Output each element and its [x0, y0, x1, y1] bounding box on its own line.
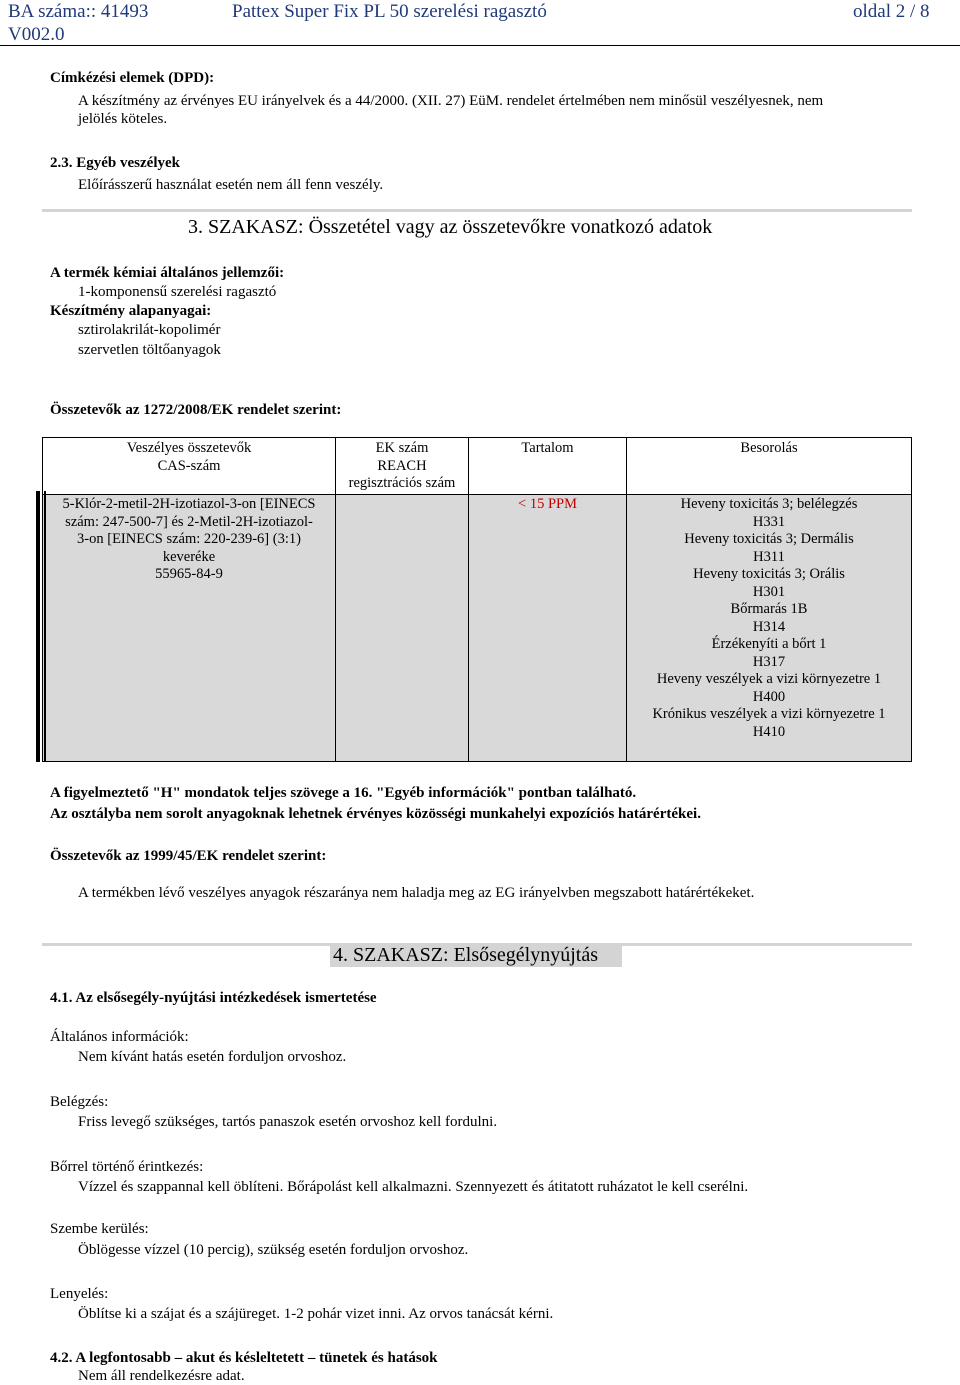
- chem-text: 1-komponensű szerelési ragasztó: [78, 284, 277, 300]
- labelling-line2: jelölés köteles.: [78, 111, 168, 127]
- version: V002.0: [8, 24, 65, 45]
- page-number: oldal 2 / 8: [853, 1, 930, 22]
- content-cell: < 15 PPM: [469, 495, 627, 762]
- eye-contact-label: Szembe kerülés:: [50, 1221, 149, 1237]
- base-item: szervetlen töltőanyagok: [78, 342, 221, 358]
- section4-title: 4. SZAKASZ: Elsősegélynyújtás: [333, 944, 598, 966]
- revision-bar: [36, 491, 40, 762]
- first-aid-subheading: 4.1. Az elsősegély-nyújtási intézkedések ismertetése: [50, 990, 377, 1006]
- chem-heading: A termék kémiai általános jellemzői:: [50, 265, 285, 281]
- exposure-note: Az osztályba nem sorolt anyagoknak lehetnek érvényes közösségi munkahelyi expozíciós határértékei.: [50, 806, 701, 822]
- inhalation-label: Belégzés:: [50, 1094, 109, 1110]
- product-name: Pattex Super Fix PL 50 szerelési ragasztó: [232, 1, 547, 22]
- other-hazards-text: Előírásszerű használat esetén nem áll fenn veszély.: [78, 177, 384, 193]
- skin-contact-label: Bőrrel történő érintkezés:: [50, 1159, 204, 1175]
- ingestion-text: Öblítse ki a szájat és a szájüreget. 1-2 pohár vizet inni. Az orvos tanácsát kérni.: [78, 1306, 554, 1322]
- directive-text: A termékben lévő veszélyes anyagok részaránya nem haladja meg az EG irányelvben megszabott határértékeket.: [78, 885, 755, 901]
- other-hazards-heading: 2.3. Egyéb veszélyek: [50, 155, 180, 171]
- header-components: Veszélyes összetevők CAS-szám: [43, 438, 336, 495]
- section3-title: 3. SZAKASZ: Összetétel vagy az összetevőkre vonatkozó adatok: [188, 216, 713, 238]
- directive-heading: Összetevők az 1999/45/EK rendelet szerint:: [50, 848, 327, 864]
- base-item: sztirolakrilát-kopolimér: [78, 322, 221, 338]
- general-info-label: Általános információk:: [50, 1029, 189, 1045]
- skin-contact-text: Vízzel és szappannal kell öblíteni. Bőrápolást kell alkalmazni. Szennyezett és átitatott ruházatot le kell cserélni.: [78, 1179, 749, 1195]
- labelling-line1: A készítmény az érvényes EU irányelvek és a 44/2000. (XII. 27) EüM. rendelet értelmében nem minősül veszélyesnek, nem: [78, 93, 824, 109]
- composition-table: [42, 437, 912, 762]
- header-divider: [0, 45, 960, 46]
- header-content: Tartalom: [469, 438, 627, 495]
- regulation-heading: Összetevők az 1272/2008/EK rendelet szerint:: [50, 402, 342, 418]
- general-info-text: Nem kívánt hatás esetén forduljon orvoshoz.: [78, 1049, 347, 1065]
- ba-number: BA száma:: 41493: [8, 1, 149, 22]
- component-cell: 5-Klór-2-metil-2H-izotiazol-3-on [EINECS szám: 247-500-7] és 2-Metil-2H-izotiazol- 3-on [EINECS szám: 220-239-6] (3:1) keveréke 55965-84-9: [43, 495, 336, 762]
- ingestion-label: Lenyelés:: [50, 1286, 109, 1302]
- h-statements-note: A figyelmeztető "H" mondatok teljes szövege a 16. "Egyéb információk" pontban található.: [50, 785, 637, 801]
- symptoms-subheading: 4.2. A legfontosabb – akut és késleltetett – tünetek és hatások: [50, 1350, 438, 1366]
- eye-contact-text: Öblögesse vízzel (10 percig), szükség esetén forduljon orvoshoz.: [78, 1242, 469, 1258]
- ec-cell: [336, 495, 469, 762]
- symptoms-text: Nem áll rendelkezésre adat.: [78, 1368, 245, 1384]
- base-heading: Készítmény alapanyagai:: [50, 303, 212, 319]
- revision-bar: [44, 491, 46, 762]
- header-ec: EK szám REACH regisztrációs szám: [336, 438, 469, 495]
- labelling-heading: Címkézési elemek (DPD):: [50, 70, 215, 86]
- classification-cell: Heveny toxicitás 3; belélegzés H331 Heveny toxicitás 3; Dermális H311 Heveny toxicitás 3; Orális H301 Bőrmarás 1B H314 Érzékenyíti a bőrt 1 H317 Heveny veszélyek a vizi környezetre 1 H400 Krónikus veszélyek a vizi környezetre 1 H410: [627, 495, 912, 762]
- inhalation-text: Friss levegő szükséges, tartós panaszok esetén orvoshoz kell fordulni.: [78, 1114, 498, 1130]
- header-classification: Besorolás: [627, 438, 912, 495]
- section3-band: [42, 209, 912, 212]
